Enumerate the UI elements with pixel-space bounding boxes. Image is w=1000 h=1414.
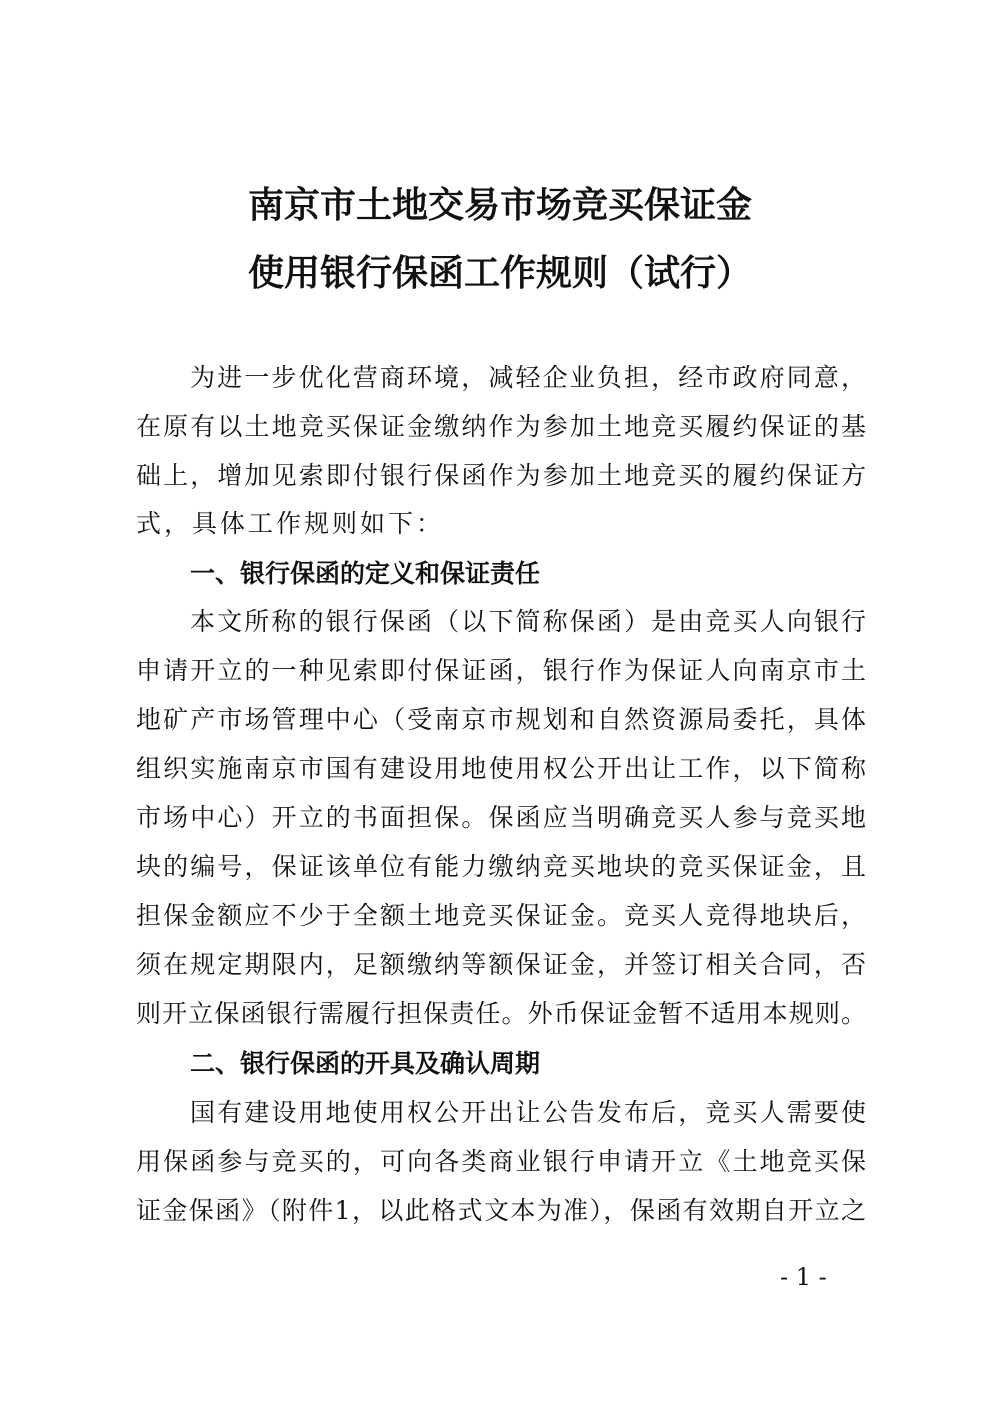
document-title-line-1: 南京市土地交易市场竞买保证金 xyxy=(247,184,752,226)
body-text-line: 本文所称的银行保函（以下简称保函）是由竞买人向银行 xyxy=(190,607,866,636)
body-text-line: 础上，增加见索即付银行保函作为参加土地竞买的履约保证方 xyxy=(136,461,866,490)
body-text-line: 块的编号，保证该单位有能力缴纳竞买地块的竞买保证金，且 xyxy=(136,852,866,881)
page-number: - 1 - xyxy=(780,1263,827,1291)
body-text-line: 用保函参与竞买的，可向各类商业银行申请开立《土地竞买保 xyxy=(136,1147,866,1176)
document-title-line-2: 使用银行保函工作规则（试行） xyxy=(247,252,752,294)
body-text-line: 组织实施南京市国有建设用地使用权公开出让工作，以下简称 xyxy=(136,754,866,783)
body-text-line: 则开立保函银行需履行担保责任。外币保证金暂不适用本规则。 xyxy=(136,999,866,1028)
body-text-line: 市场中心）开立的书面担保。保函应当明确竞买人参与竞买地 xyxy=(136,803,866,832)
body-text-line: 在原有以土地竞买保证金缴纳作为参加土地竞买履约保证的基 xyxy=(136,412,866,441)
body-text-line: 国有建设用地使用权公开出让公告发布后，竞买人需要使 xyxy=(190,1098,866,1127)
section-heading-2: 二、银行保函的开具及确认周期 xyxy=(190,1049,541,1078)
body-text-line: 式，具体工作规则如下： xyxy=(136,509,445,538)
body-text-line: 须在规定期限内，足额缴纳等额保证金，并签订相关合同，否 xyxy=(136,950,866,979)
body-text-line: 为进一步优化营商环境，减轻企业负担，经市政府同意， xyxy=(190,363,866,392)
section-heading-1: 一、银行保函的定义和保证责任 xyxy=(190,559,541,588)
body-text-line: 担保金额应不少于全额土地竞买保证金。竞买人竞得地块后， xyxy=(136,901,866,930)
body-text-line: 申请开立的一种见索即付保证函，银行作为保证人向南京市土 xyxy=(136,656,866,685)
body-text-line: 证金保函》（附件1，以此格式文本为准），保函有效期自开立之 xyxy=(136,1196,866,1225)
body-text-line: 地矿产市场管理中心（受南京市规划和自然资源局委托，具体 xyxy=(136,705,866,734)
